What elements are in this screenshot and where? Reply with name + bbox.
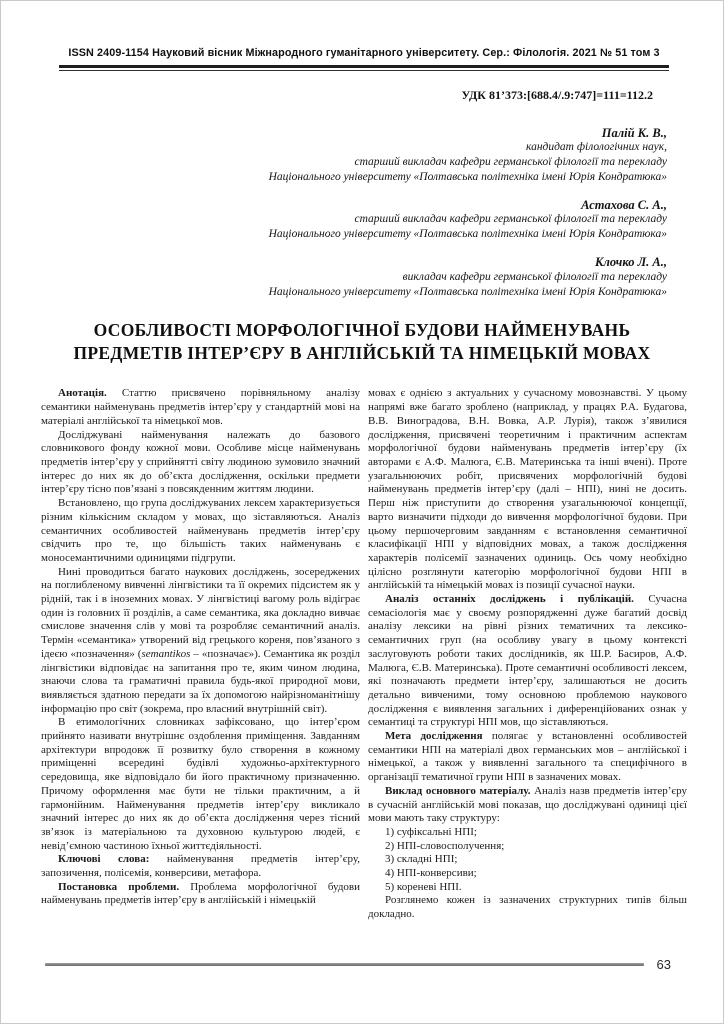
problem-statement-text: Проблема морфологічної будови найменувань предметів інтер’єру в англійській і німецькій — [41, 880, 361, 907]
paragraph-text: Нині проводиться багато наукових досліджень, зосереджених на поглибленому вивченні лінгвістики та її окремих підсистем як у рідній, так і в іноземних мовах. У лінгвістиці вагому роль відіграє один із головних її розділів, а саме семантика, яка докладно вивчає смислове значення слів у мові та розробляє семантичний аналіз. Термін «семантика» утворений від грецького кореня, пов’язаного з ідеєю «позначення» ( — [41, 565, 360, 660]
problem-statement-paragraph — [41, 881, 360, 908]
author-position-line: старший викладач кафедри германської філології та перекладу — [354, 156, 667, 169]
analysis-text: Сучасна семасіологія має у своєму розпорядженні дуже багатий досвід аналізу лексики на рівні різних тематичних та лексико-семантичних груп (на особливу увагу в цьому контексті заслуговують роботи таких дослідників, як Ш.Р. Басиров, А.Ф. Малюга, Є.В. Материнська). Проте семантичні особливості лексем, які позначають предмети інтер’єру, залишаються не досить детально вивченими, тому основною проблемою наукового дослідження є виявлення загальних і диференційованих ознак у семантиці та структурі НПІ мов, що зіставляються. — [368, 593, 687, 729]
main-material-label: Виклад основного матеріалу. — [385, 784, 531, 797]
analysis-label: Аналіз останніх досліджень і публікацій. — [385, 593, 634, 606]
author-affiliation-line: Національного університету «Полтавська політехніка імені Юрія Кондратюка» — [268, 170, 667, 183]
abstract-paragraph — [41, 566, 360, 717]
analysis-paragraph — [368, 593, 687, 730]
latin-term: semantikos — [141, 647, 191, 660]
paragraph-text: – «позначає»). Семантика як розділ лінгвістики відповідає на запитання про те, яким чином людина, знаючи слова та граматичні правила будь-якої природної мови, виявляється здатною передати за їх допомогою найрізноманітнішу інформацію про світ (зокрема, про власний внутрішній світ). — [41, 647, 360, 715]
page-footer — [45, 957, 671, 972]
author-position-line: викладач кафедри германської філології та перекладу — [402, 270, 667, 283]
header-rule — [59, 65, 669, 71]
header-rule-thick — [59, 65, 669, 68]
list-item: 2) НПІ-словосполучення; — [385, 839, 505, 852]
author-block-klochko — [1, 255, 667, 299]
left-column — [41, 387, 360, 921]
abstract-paragraph — [41, 387, 360, 428]
author-block-astakhova — [1, 198, 667, 242]
author-degree-line: кандидат філологічних наук, — [525, 141, 667, 154]
article-title-line2: ПРЕДМЕТІВ ІНТЕР’ЄРУ В АНГЛІЙСЬКІЙ ТА НІМЕЦЬКІЙ МОВАХ — [73, 343, 651, 364]
goal-paragraph — [368, 730, 687, 785]
author-name: Астахова С. А., — [581, 197, 667, 212]
keywords-text: найменування предметів інтер’єру, запозичення, полісемія, конверсиви, метафора. — [41, 853, 360, 880]
journal-header — [59, 47, 669, 71]
list-item: 5) кореневі НПІ. — [385, 880, 462, 893]
issn-journal-line: ISSN 2409-1154 Науковий вісник Міжнародного гуманітарного університету. Сер.: Філологія. 2021 № 51 том 3 — [68, 47, 660, 59]
right-column — [368, 387, 687, 921]
page-number: 63 — [656, 957, 671, 972]
list-item: 1) суфіксальні НПІ; — [385, 825, 477, 838]
abstract-label: Анотація. — [58, 387, 107, 400]
footer-rule — [45, 963, 644, 966]
abstract-paragraph: Встановлено, що група досліджуваних лексем характеризується різним кількісним складом у мовах, що зіставляються. Аналіз семантичних особливостей найменувань предметів інтер’єру свідчить про те, що більшість таких найменувань є моносемантичними одиницями підгрупи. — [41, 497, 360, 564]
article-body — [41, 387, 687, 921]
keywords-paragraph — [41, 853, 360, 880]
main-material-text: Аналіз назв предметів інтер’єру в сучасній англійській мові показав, що досліджувані одиниці цієї мови мають таку структуру: — [368, 784, 687, 825]
goal-text: полягає у встановленні особливостей семантики НПІ на матеріалі двох германських мов – англійської і німецької, а також у виявленні загального та специфічного в організації тематичної групи НПІ в зазначених мовах. — [368, 730, 687, 784]
body-paragraph: мовах є однією з актуальних у сучасному мовознавстві. У цьому напрямі вже багато зроблено (наприклад, у працях Р.А. Будагова, В.В. Виноградова, В.Н. Вовка, А.Р. Лурія), також з’явилися дослідження, присвячені теоретичним і практичним аспектам морфологічної будови найменувань предметів інтер’єру (їх авторами є А.Ф. Малюга, Є.В. Материнська та інші вчені). Проте узагальнюючих робіт, присвячених морфологічній будові найменувань предметів інтер’єру (далі – НПІ), нині не досить. Перш ніж приступити до створення узагальнюючої концепції, варто визначити підходи до вивчення морфологічної будови. При цьому першочерговим завданням є встановлення семантичної класифікації НПІ у відповідних мовах, а також дослідження характерів полісемії зазначених одиниць. Ось чому необхідно цілісно розглянути категорію морфологічної будови НПІ в англійській та німецькій мовах із позиції сучасної науки. — [368, 387, 687, 592]
list-item: 4) НПІ-конверсиви; — [385, 867, 477, 880]
abstract-text: Статтю присвячено порівняльному аналізу семантики найменувань предметів інтер’єру у стандартній мові на матеріалі англійської та німецької мов. — [41, 387, 360, 427]
abstract-paragraph: Досліджувані найменування належать до базового словникового фонду кожної мови. Особливе місце найменувань предметів інтер’єру у сприйнятті світу людиною зумовило значний інтерес до них як до об’єкта дослідження, оскільки предмети інтер’єру тісно пов’язані з повсякденним життям людини. — [41, 428, 360, 496]
author-block-palii — [1, 126, 667, 185]
abstract-paragraph: В етимологічних словниках зафіксовано, що інтер’єром прийнято називати внутрішнє оздоблення приміщення. Завданням архітектури впродовж її розвитку було створення в кожному приміщенні всередині будівлі художньо-архітектурного середовища, яке відповідало би його практичному призначенню. Причому оформлення має бути не тільки практичним, а й гармонійним. Найменування предметів інтер’єру викликало значний інтерес до них як до об’єкта дослідження через тісний зв’язок із матеріальною та духовною культурою людей, є невід’ємною частиною їхньої життєдіяльності. — [41, 716, 360, 852]
main-material-paragraph — [368, 785, 687, 826]
keywords-label: Ключові слова: — [58, 853, 150, 866]
closing-paragraph: Розглянемо кожен із зазначених структурних типів більш докладно. — [368, 894, 687, 921]
list-item: 3) складні НПІ; — [385, 853, 458, 866]
authors-block — [1, 126, 667, 300]
author-position-line: старший викладач кафедри германської філології та перекладу — [354, 213, 667, 226]
header-rule-thin — [59, 70, 669, 71]
author-name: Палій К. В., — [601, 125, 667, 140]
author-affiliation-line: Національного університету «Полтавська політехніка імені Юрія Кондратюка» — [268, 228, 667, 241]
problem-statement-label: Постановка проблеми. — [58, 880, 180, 893]
article-title-line1: ОСОБЛИВОСТІ МОРФОЛОГІЧНОЇ БУДОВИ НАЙМЕНУВАНЬ — [93, 320, 631, 341]
article-title — [19, 319, 705, 365]
author-affiliation-line: Національного університету «Полтавська політехніка імені Юрія Кондратюка» — [268, 285, 667, 298]
udc-number: УДК 81’373:[688.4/.9:747]=111=112.2 — [461, 87, 653, 102]
author-name: Клочко Л. А., — [594, 255, 667, 270]
goal-label: Мета дослідження — [385, 730, 483, 743]
